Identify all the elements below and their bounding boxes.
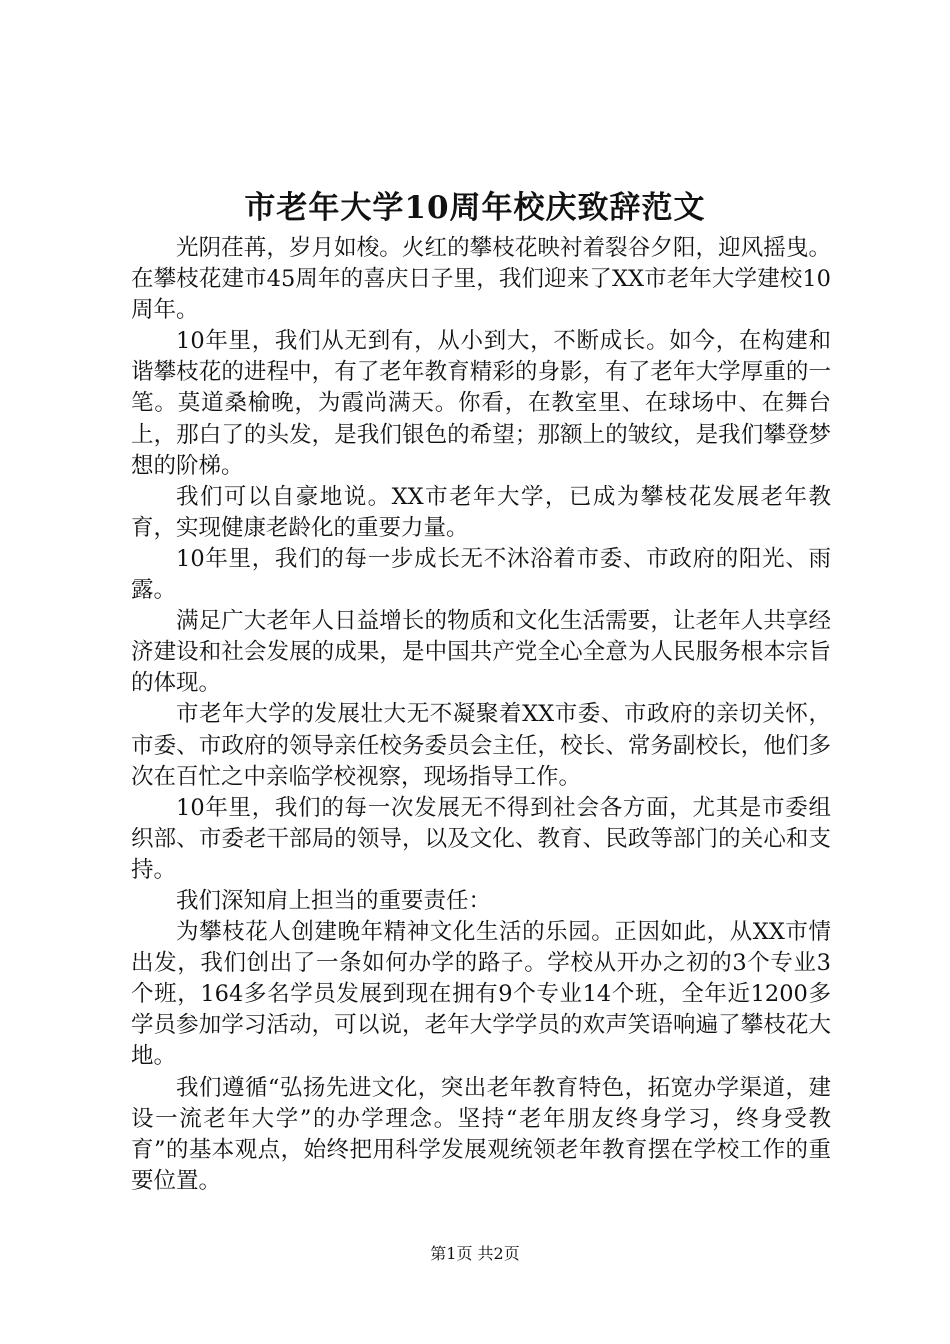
- paragraph: 10年里，我们的每一次发展无不得到社会各方面，尤其是市委组织部、市委老干部局的领导，以及文化、教育、民政等部门的关心和支持。: [131, 794, 831, 883]
- paragraph: 我们遵循“弘扬先进文化，突出老年教育特色，拓宽办学渠道，建设一流老年大学”的办学理念。坚持“老年朋友终身学习，终身受教育”的基本观点，始终把用科学发展观统领老年教育摆在学校工作的重要位置。: [131, 1074, 831, 1194]
- page-footer: 第1页 共2页: [430, 1244, 520, 1263]
- paragraph: 10年里，我们的每一步成长无不沐浴着市委、市政府的阳光、雨露。: [131, 545, 831, 604]
- document-body: [131, 233, 831, 1197]
- paragraph: 为攀枝花人创建晚年精神文化生活的乐园。正因如此，从XX市情出发，我们创出了一条如何办学的路子。学校从开办之初的3个专业3个班，164多名学员发展到现在拥有9个专业14个班，全年近1200多学员参加学习活动，可以说，老年大学学员的欢声笑语响遍了攀枝花大地。: [131, 919, 831, 1070]
- paragraph: 我们深知肩上担当的重要责任：: [176, 887, 492, 914]
- paragraph: 市老年大学的发展壮大无不凝聚着XX市委、市政府的亲切关怀，市委、市政府的领导亲任校务委员会主任，校长、常务副校长，他们多次在百忙之中亲临学校视察，现场指导工作。: [131, 701, 831, 790]
- paragraph: 光阴荏苒，岁月如梭。火红的攀枝花映衬着裂谷夕阳，迎风摇曳。在攀枝花建市45周年的喜庆日子里，我们迎来了XX市老年大学建校10周年。: [131, 235, 831, 324]
- paragraph: 10年里，我们从无到有，从小到大，不断成长。如今，在构建和谐攀枝花的进程中，有了老年教育精彩的身影，有了老年大学厚重的一笔。莫道桑榆晚，为霞尚满天。你看，在教室里、在球场中、在舞台上，那白了的头发，是我们银色的希望；那额上的皱纹，是我们攀登梦想的阶梯。: [131, 328, 831, 479]
- paragraph: 满足广大老年人日益增长的物质和文化生活需要，让老年人共享经济建设和社会发展的成果，是中国共产党全心全意为人民服务根本宗旨的体现。: [131, 608, 831, 697]
- document-title: 市老年大学10周年校庆致辞范文: [244, 190, 706, 226]
- paragraph: 我们可以自豪地说。XX市老年大学，已成为攀枝花发展老年教育，实现健康老龄化的重要力量。: [131, 483, 831, 541]
